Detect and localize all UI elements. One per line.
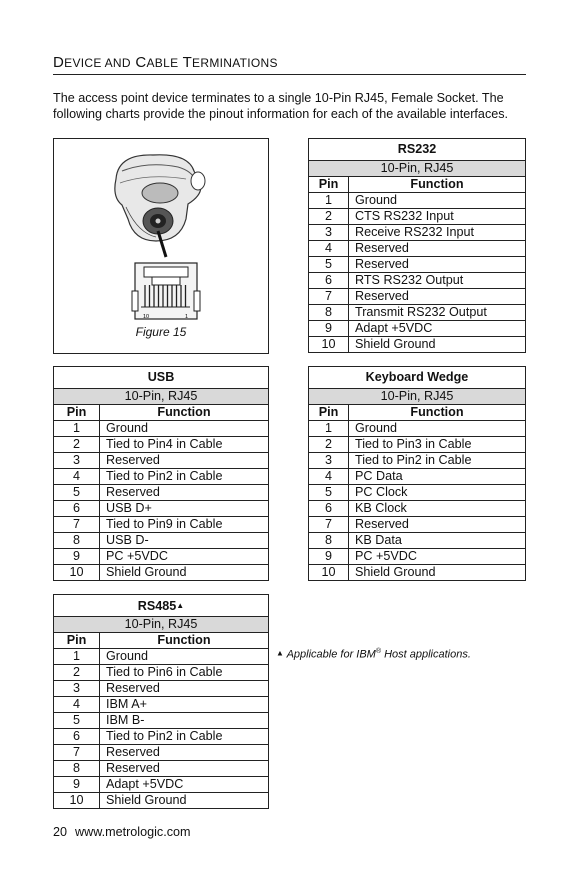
pin-number: 6 (309, 273, 349, 289)
applicable-mark-icon: ▲ (176, 600, 185, 610)
pin-function: Tied to Pin2 in Cable (100, 729, 269, 745)
pin-number: 4 (309, 241, 349, 257)
heading-part: D (53, 54, 65, 71)
pin-function: Ground (349, 193, 526, 209)
pin-number: 4 (309, 469, 349, 485)
footnote (276, 648, 471, 661)
table-row (54, 713, 269, 729)
table-row (54, 421, 269, 437)
table-row (309, 453, 526, 469)
pin-header: Pin (54, 633, 100, 649)
pin-function: RTS RS232 Output (349, 273, 526, 289)
pin-number: 3 (54, 453, 100, 469)
pin-number: 2 (309, 437, 349, 453)
pin-number: 7 (309, 517, 349, 533)
section-heading (53, 54, 526, 75)
table-row (309, 437, 526, 453)
table-subtitle: 10-Pin, RJ45 (54, 389, 269, 405)
pin-function: Ground (100, 421, 269, 437)
table-row (309, 241, 526, 257)
pin-function: Reserved (349, 257, 526, 273)
keyboard-wedge-table (308, 366, 526, 581)
function-header: Function (100, 405, 269, 421)
pin-number: 10 (309, 565, 349, 581)
pin-function: Adapt +5VDC (100, 777, 269, 793)
table-title: Keyboard Wedge (309, 367, 526, 389)
pin-function: Reserved (349, 517, 526, 533)
pin-function: CTS RS232 Input (349, 209, 526, 225)
pin-number: 6 (309, 501, 349, 517)
table-row (309, 469, 526, 485)
pin-number: 8 (54, 761, 100, 777)
pin-function: Shield Ground (100, 793, 269, 809)
table-row (309, 549, 526, 565)
pin-number: 4 (54, 469, 100, 485)
pin-number: 7 (309, 289, 349, 305)
usb-table (53, 366, 269, 581)
pin-number: 9 (309, 321, 349, 337)
table-row (309, 289, 526, 305)
table-row (54, 437, 269, 453)
table-row (54, 549, 269, 565)
function-header: Function (349, 177, 526, 193)
rs485-title-text: RS485 (137, 598, 177, 613)
pin-number: 8 (309, 305, 349, 321)
table-row (54, 793, 269, 809)
pin-function: KB Data (349, 533, 526, 549)
applicable-mark-icon: ▲ (276, 648, 284, 658)
table-row (54, 469, 269, 485)
pin-number: 4 (54, 697, 100, 713)
pin-label-10: 10 (143, 314, 150, 320)
pin-number: 5 (54, 485, 100, 501)
pin-function: KB Clock (349, 501, 526, 517)
footnote-text-end: Host applications. (381, 648, 471, 661)
pin-function: Reserved (100, 761, 269, 777)
pin-number: 5 (54, 713, 100, 729)
footer-url: www.metrologic.com (75, 825, 191, 839)
function-header: Function (100, 633, 269, 649)
pin-number: 8 (309, 533, 349, 549)
table-title: RS232 (309, 139, 526, 161)
table-row (54, 665, 269, 681)
pin-function: IBM A+ (100, 697, 269, 713)
table-row (54, 453, 269, 469)
pin-function: Tied to Pin2 in Cable (349, 453, 526, 469)
pin-function: Reserved (349, 241, 526, 257)
table-row (54, 565, 269, 581)
heading-part: ABLE (146, 56, 179, 70)
pin-number: 9 (54, 777, 100, 793)
pin-function: PC Data (349, 469, 526, 485)
pin-number: 1 (309, 193, 349, 209)
table-row (309, 501, 526, 517)
pin-header: Pin (309, 177, 349, 193)
registered-mark: ® (375, 648, 382, 655)
pin-function: Reserved (349, 289, 526, 305)
pin-number: 7 (54, 745, 100, 761)
pin-label-1: 1 (185, 314, 189, 320)
heading-part: T (182, 54, 193, 71)
table-subtitle: 10-Pin, RJ45 (309, 161, 526, 177)
pin-number: 3 (309, 225, 349, 241)
pin-function: USB D- (100, 533, 269, 549)
table-row (309, 337, 526, 353)
pin-number: 7 (54, 517, 100, 533)
heading-part: ERMINATIONS (192, 56, 278, 70)
pin-function: Tied to Pin2 in Cable (100, 469, 269, 485)
table-title: USB (54, 367, 269, 389)
rj45-connector-illustration (108, 149, 218, 329)
table-row (54, 681, 269, 697)
pin-function: Tied to Pin4 in Cable (100, 437, 269, 453)
heading-part: C (135, 54, 147, 71)
heading-part: EVICE AND (64, 56, 131, 70)
figure-caption: Figure 15 (135, 325, 187, 339)
pin-number: 9 (54, 549, 100, 565)
pin-number: 5 (309, 257, 349, 273)
pin-number: 10 (309, 337, 349, 353)
table-row (309, 565, 526, 581)
pin-function: PC Clock (349, 485, 526, 501)
table-row (309, 517, 526, 533)
table-row (309, 305, 526, 321)
intro-paragraph: The access point device terminates to a single 10-Pin RJ45, Female Socket. The following charts provide the pinout information for each of the available interfaces. (53, 91, 509, 121)
pin-number: 1 (54, 649, 100, 665)
table-row (309, 321, 526, 337)
table-title (54, 595, 269, 617)
pin-number: 1 (54, 421, 100, 437)
pin-function: IBM B- (100, 713, 269, 729)
table-row (54, 697, 269, 713)
pin-number: 6 (54, 729, 100, 745)
pin-number: 2 (54, 437, 100, 453)
table-row (54, 485, 269, 501)
pin-function: Reserved (100, 745, 269, 761)
page-number: 20 (53, 825, 68, 839)
pin-header: Pin (309, 405, 349, 421)
table-row (309, 533, 526, 549)
pin-function: Tied to Pin9 in Cable (100, 517, 269, 533)
table-row (309, 421, 526, 437)
pin-number: 10 (54, 565, 100, 581)
pin-function: Transmit RS232 Output (349, 305, 526, 321)
pin-number: 2 (54, 665, 100, 681)
pin-function: Shield Ground (349, 565, 526, 581)
pin-function: Adapt +5VDC (349, 321, 526, 337)
table-row (54, 649, 269, 665)
pin-number: 1 (309, 421, 349, 437)
pin-function: Ground (100, 649, 269, 665)
pin-number: 5 (309, 485, 349, 501)
table-row (54, 777, 269, 793)
pin-number: 8 (54, 533, 100, 549)
table-row (54, 533, 269, 549)
pin-function: Reserved (100, 681, 269, 697)
rs485-table (53, 594, 269, 809)
page-footer (53, 825, 199, 839)
figure-box (53, 138, 269, 354)
pin-function: Tied to Pin6 in Cable (100, 665, 269, 681)
table-row (54, 729, 269, 745)
table-row (309, 193, 526, 209)
pin-function: Reserved (100, 485, 269, 501)
pin-function: Shield Ground (349, 337, 526, 353)
pin-function: Reserved (100, 453, 269, 469)
pin-number: 2 (309, 209, 349, 225)
table-row (309, 273, 526, 289)
pin-number: 3 (309, 453, 349, 469)
function-header: Function (349, 405, 526, 421)
pin-function: Tied to Pin3 in Cable (349, 437, 526, 453)
pin-number: 6 (54, 501, 100, 517)
table-subtitle: 10-Pin, RJ45 (54, 617, 269, 633)
table-row (54, 745, 269, 761)
table-row (54, 517, 269, 533)
rs232-table (308, 138, 526, 353)
pin-function: PC +5VDC (349, 549, 526, 565)
pin-function: Shield Ground (100, 565, 269, 581)
pin-number: 9 (309, 549, 349, 565)
table-row (54, 501, 269, 517)
pin-number: 3 (54, 681, 100, 697)
table-subtitle: 10-Pin, RJ45 (309, 389, 526, 405)
footnote-text: Applicable for IBM (286, 648, 376, 661)
table-row (54, 761, 269, 777)
pin-function: Ground (349, 421, 526, 437)
table-row (309, 257, 526, 273)
table-row (309, 225, 526, 241)
pin-header: Pin (54, 405, 100, 421)
pin-number: 10 (54, 793, 100, 809)
pin-function: Receive RS232 Input (349, 225, 526, 241)
pin-function: PC +5VDC (100, 549, 269, 565)
table-row (309, 485, 526, 501)
pin-function: USB D+ (100, 501, 269, 517)
table-row (309, 209, 526, 225)
